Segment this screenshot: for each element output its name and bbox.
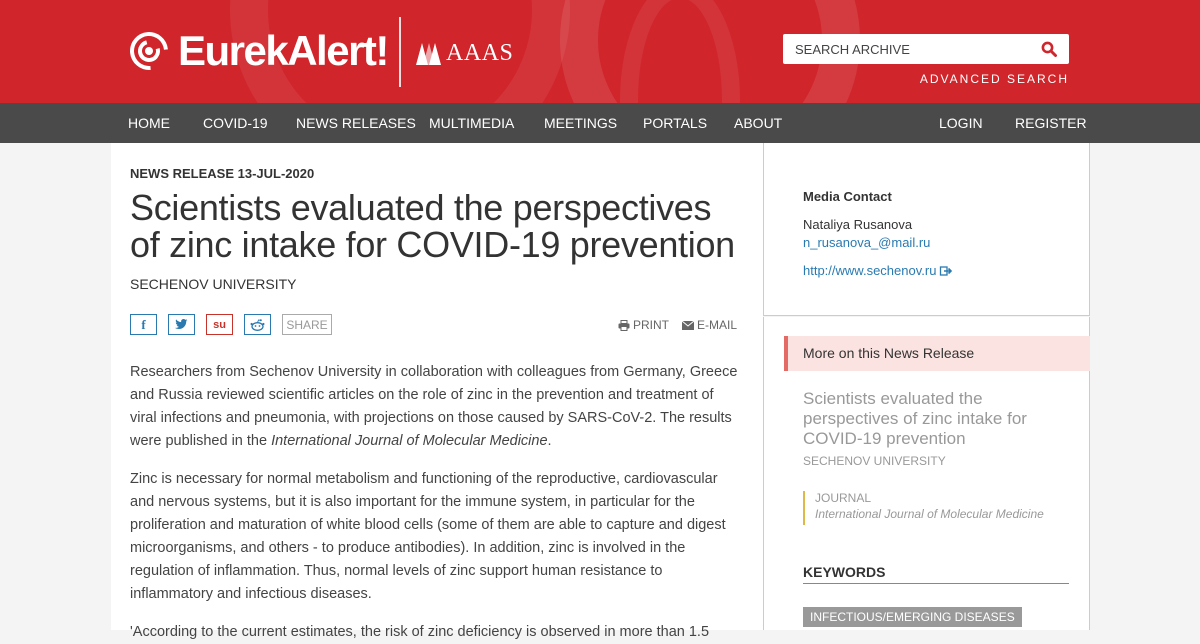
print-label: PRINT	[633, 318, 669, 332]
search-icon[interactable]	[1041, 41, 1057, 57]
stumbleupon-share-button[interactable]	[206, 314, 233, 335]
nav-multimedia[interactable]: MULTIMEDIA	[429, 115, 515, 131]
article-paragraph: Zinc is necessary for normal metabolism and functioning of the reproductive, cardiovascular and nervous systems, but it is also important for the immune system, in particular for the proliferation and maturation of white blood cells (some of them are able to capture and digest microorganisms, and others - to produce antibodies). In addition, zinc is involved in the regulation of inflammation. Thus, normal levels of zinc support human resistance to inflammatory and infectious diseases.	[130, 471, 726, 602]
media-contact-panel	[763, 143, 1090, 316]
article-paragraph: 'According to the current estimates, the risk of zinc deficiency is observed in more than 1.5	[130, 624, 710, 640]
nav-register[interactable]: REGISTER	[1015, 115, 1087, 131]
facebook-icon: f	[141, 316, 146, 332]
search-box	[783, 34, 1069, 64]
journal-block	[803, 491, 1044, 525]
keywords-heading: KEYWORDS	[803, 564, 1069, 584]
contact-url: http://www.sechenov.ru	[803, 263, 937, 278]
external-link-icon	[940, 266, 952, 276]
related-release-title[interactable]: Scientists evaluated the perspectives of zinc intake for COVID-19 prevention	[803, 389, 1027, 448]
twitter-share-button[interactable]	[168, 314, 195, 335]
facebook-share-button[interactable]	[130, 314, 157, 335]
article	[111, 143, 763, 640]
journal-title: International Journal of Molecular Medicine	[815, 507, 1044, 521]
article-institution: SECHENOV UNIVERSITY	[130, 276, 297, 292]
journal-name: International Journal of Molecular Medicine	[271, 433, 548, 449]
contact-email-link[interactable]: n_rusanova_@mail.ru	[803, 235, 931, 250]
journal-label: JOURNAL	[815, 491, 872, 505]
media-contact-heading: Media Contact	[803, 189, 892, 204]
share-button[interactable]: SHARE	[282, 314, 332, 335]
search-input[interactable]	[795, 42, 1025, 57]
stumbleupon-icon: su	[213, 318, 226, 331]
email-link[interactable]	[682, 318, 737, 332]
article-paragraph: Researchers from Sechenov University in collaboration with colleagues from Germany, Greece and Russia reviewed scientific articles on the role of zinc in the prevention and treatment of viral infections and pneumonia, with projections on those caused by SARS-CoV-2. The results were published in the International Journal of Molecular Medicine.	[130, 364, 738, 449]
aaas-logo[interactable]	[416, 40, 513, 67]
twitter-icon	[175, 319, 188, 330]
nav-login[interactable]: LOGIN	[939, 115, 983, 131]
more-on-release-heading: More on this News Release	[784, 336, 1090, 371]
nav-meetings[interactable]: MEETINGS	[544, 115, 618, 131]
keyword-tag[interactable]: INFECTIOUS/EMERGING DISEASES	[803, 607, 1022, 627]
nav-covid-19[interactable]: COVID-19	[203, 115, 268, 131]
eurekalert-logo-icon	[130, 32, 168, 70]
nav-about[interactable]: ABOUT	[734, 115, 783, 131]
nav-portals[interactable]: PORTALS	[643, 115, 708, 131]
site-header	[0, 0, 1200, 103]
email-label: E-MAIL	[697, 318, 738, 332]
eurekalert-logo[interactable]	[130, 27, 388, 74]
release-date: NEWS RELEASE 13-JUL-2020	[130, 166, 315, 181]
more-panel	[763, 317, 1090, 630]
partner-name: AAAS	[446, 40, 514, 66]
nav-news-releases[interactable]: NEWS RELEASES	[296, 115, 416, 131]
printer-icon	[618, 320, 630, 331]
nav-home[interactable]: HOME	[128, 115, 170, 131]
aaas-logo-icon	[416, 43, 440, 65]
reddit-icon	[250, 319, 265, 331]
print-link[interactable]	[618, 318, 669, 332]
article-title: Scientists evaluated the perspectives of zinc intake for COVID-19 prevention	[130, 187, 735, 265]
advanced-search-link[interactable]: ADVANCED SEARCH	[919, 72, 1069, 86]
logo-divider	[399, 17, 401, 87]
contact-website-link[interactable]	[803, 263, 952, 278]
main-nav	[0, 103, 1200, 143]
share-bar	[130, 314, 343, 335]
reddit-share-button[interactable]	[244, 314, 271, 335]
brand-name: EurekAlert!	[178, 27, 388, 74]
envelope-icon	[682, 321, 694, 330]
contact-name: Nataliya Rusanova	[803, 217, 913, 232]
related-release-institution: SECHENOV UNIVERSITY	[803, 454, 946, 468]
